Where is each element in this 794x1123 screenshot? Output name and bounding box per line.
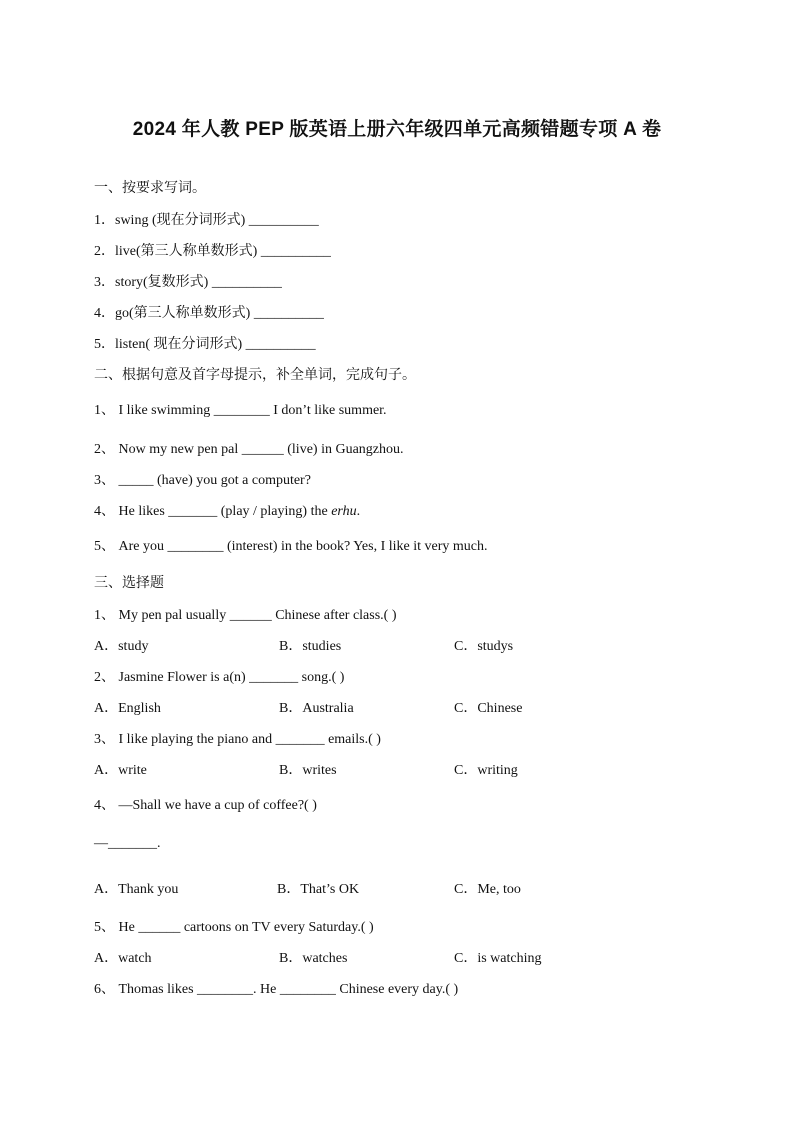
question-5-stem: 5、 He ______ cartoons on TV every Saturday.( ) [94,920,374,935]
question-3-stem: 3、 I like playing the piano and _______ emails.( ) [94,732,381,747]
question-3-option-b: B．writes [279,763,337,778]
section-1-item-2: 2．live(第三人称单数形式) __________ [94,244,331,259]
question-4-option-a: A．Thank you [94,882,179,897]
section-2-item-4 [94,500,360,520]
question-2-stem: 2、 Jasmine Flower is a(n) _______ song.( ) [94,670,345,685]
section-2-heading: 二、根据句意及首字母提示，补全单词，完成句子。 [94,367,416,383]
question-4-option-b: B．That’s OK [277,882,360,897]
page-title: 2024 年人教 PEP 版英语上册六年级四单元高频错题专项 A 卷 [132,119,662,140]
question-5-option-b: B．watches [279,951,348,966]
question-1-stem: 1、 My pen pal usually ______ Chinese after class.( ) [94,608,397,623]
section-1-item-5: 5．listen( 现在分词形式) __________ [94,337,316,352]
question-4-answer-line: —_______. [94,836,161,851]
question-4-option-c: C．Me, too [454,882,521,897]
question-3-option-c: C．writing [454,763,518,778]
section-2-item-4-text: 4、 He likes _______ (play / playing) the [94,504,332,519]
section-2-item-1: 1、 I like swimming ________ I don’t like summer. [94,403,387,418]
section-1-item-4: 4．go(第三人称单数形式) __________ [94,306,324,321]
question-5-option-c: C．is watching [454,951,542,966]
question-6-stem: 6、 Thomas likes ________. He ________ Chinese every day.( ) [94,982,459,997]
section-2-item-4-suffix: . [356,504,361,519]
section-2-item-4-italic: erhu [331,504,357,519]
question-4-stem: 4、 —Shall we have a cup of coffee?( ) [94,798,317,813]
question-1-option-b: B．studies [279,639,342,654]
section-1-item-3: 3．story(复数形式) __________ [94,275,282,290]
question-2-option-a: A．English [94,701,161,716]
section-3-heading: 三、选择题 [94,575,164,591]
question-1-option-a: A．study [94,639,149,654]
section-2-item-3: 3、 _____ (have) you got a computer? [94,473,311,488]
section-1-item-1: 1．swing (现在分词形式) __________ [94,213,319,228]
question-1-option-c: C．studys [454,639,514,654]
question-5-option-a: A．watch [94,951,152,966]
section-2-item-2: 2、 Now my new pen pal ______ (live) in Guangzhou. [94,442,404,457]
question-2-option-c: C．Chinese [454,701,523,716]
question-3-option-a: A．write [94,763,147,778]
section-1-heading: 一、按要求写词。 [94,180,206,196]
section-2-item-5: 5、 Are you ________ (interest) in the book? Yes, I like it very much. [94,539,488,554]
question-2-option-b: B．Australia [279,701,354,716]
